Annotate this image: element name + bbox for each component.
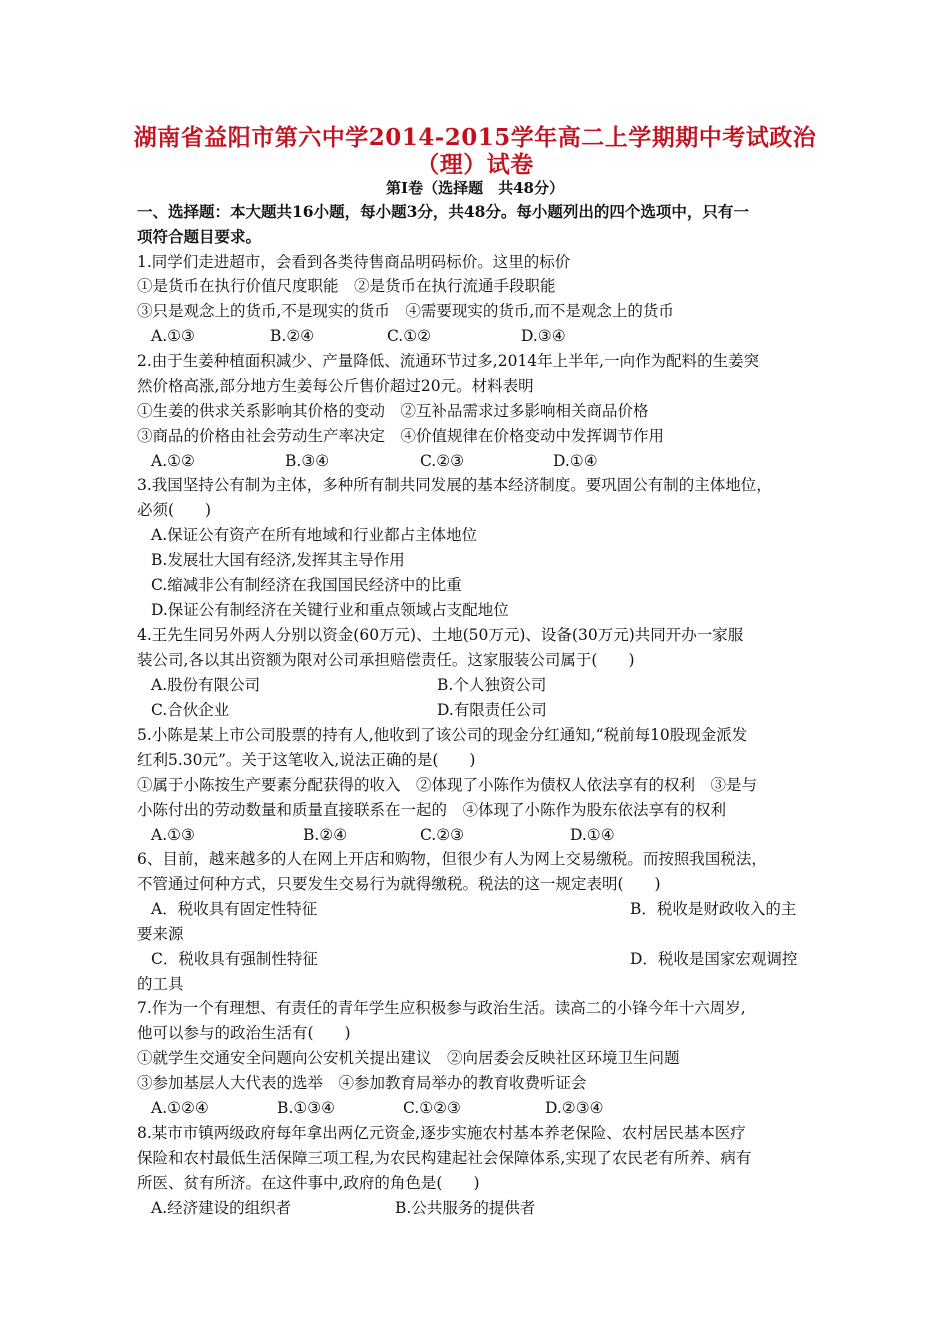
- question-7-option-b: B.①③④: [277, 1099, 336, 1117]
- question-1-statement-1: ①是货币在执行价值尺度职能 ②是货币在执行流通手段职能: [137, 277, 556, 295]
- question-1-option-a: A.①③: [151, 327, 195, 345]
- question-5-stem-line-1: 5.小陈是某上市公司股票的持有人,他收到了该公司的现金分红通知,“税前每10股现金派发: [137, 726, 748, 744]
- question-2-stem-line-2: 然价格高涨,部分地方生姜每公斤售价超过20元。材料表明: [137, 377, 534, 395]
- question-4-option-d: D.有限责任公司: [437, 701, 547, 719]
- question-8-option-a: A.经济建设的组织者: [151, 1199, 292, 1217]
- question-3-option-b: B.发展壮大国有经济,发挥其主导作用: [151, 551, 405, 569]
- question-5-statement-2: 小陈付出的劳动数量和质量直接联系在一起的 ④体现了小陈作为股东依法享有的权利: [137, 801, 727, 819]
- question-6-option-b: B．税收是财政收入的主: [630, 900, 797, 918]
- instructions-line-2: 项符合题目要求。: [137, 227, 262, 246]
- question-5-stem-line-2: 红利5.30元”。关于这笔收入,说法正确的是( ): [137, 751, 476, 769]
- question-6-option-b-wrap: 要来源: [137, 925, 184, 943]
- question-6-option-a: A．税收具有固定性特征: [151, 900, 318, 918]
- question-3-option-a: A.保证公有资产在所有地域和行业都占主体地位: [151, 526, 478, 544]
- question-5-option-d: D.①④: [570, 826, 615, 844]
- question-7-stem-line-1: 7.作为一个有理想、有责任的青年学生应积极参与政治生活。读高二的小锋今年十六周岁,: [137, 999, 746, 1017]
- question-5-option-b: B.②④: [303, 826, 348, 844]
- question-7-option-c: C.①②③: [403, 1099, 461, 1117]
- question-6-option-d-wrap: 的工具: [137, 975, 184, 993]
- question-7-statement-2: ③参加基层人大代表的选举 ④参加教育局举办的教育收费听证会: [137, 1074, 587, 1092]
- question-1-option-b: B.②④: [270, 327, 315, 345]
- question-5-option-c: C.②③: [420, 826, 465, 844]
- question-2-option-b: B.③④: [285, 452, 330, 470]
- question-5-statement-1: ①属于小陈按生产要素分配获得的收入 ②体现了小陈作为债权人依法享有的权利 ③是与: [137, 776, 758, 794]
- question-8-stem-line-2: 保险和农村最低生活保障三项工程,为农民构建起社会保障体系,实现了农民老有所养、病有: [137, 1149, 752, 1167]
- question-8-stem-line-1: 8.某市市镇两级政府每年拿出两亿元资金,逐步实施农村基本养老保险、农村居民基本医疗: [137, 1124, 746, 1142]
- question-3-stem-line-1: 3.我国坚持公有制为主体，多种所有制共同发展的基本经济制度。要巩固公有制的主体地位，: [137, 476, 772, 494]
- question-6-stem-line-1: 6、目前，越来越多的人在网上开店和购物，但很少有人为网上交易缴税。而按照我国税法，: [137, 850, 767, 868]
- question-3-stem-line-2: 必须( ): [137, 501, 212, 519]
- question-2-stem-line-1: 2.由于生姜种植面积减少、产量降低、流通环节过多,2014年上半年,一向作为配料的生姜突: [137, 352, 760, 370]
- question-2-option-d: D.①④: [553, 452, 598, 470]
- question-2-option-c: C.②③: [420, 452, 465, 470]
- question-4-option-c: C.合伙企业: [151, 701, 230, 719]
- question-1-stem: 1.同学们走进超市，会看到各类待售商品明码标价。这里的标价: [137, 253, 571, 271]
- question-6-stem-line-2: 不管通过何种方式，只要发生交易行为就得缴税。税法的这一规定表明( ): [137, 875, 661, 893]
- question-8-option-b: B.公共服务的提供者: [395, 1199, 536, 1217]
- question-7-option-a: A.①②④: [151, 1099, 209, 1117]
- exam-title-line-1: 湖南省益阳市第六中学2014-2015学年高二上学期期中考试政治: [133, 124, 817, 151]
- section-heading: 第Ⅰ卷（选择题 共48分）: [386, 179, 564, 197]
- question-7-stem-line-2: 他可以参与的政治生活有( ): [137, 1024, 351, 1042]
- question-1-option-c: C.①②: [387, 327, 432, 345]
- question-7-statement-1: ①就学生交通安全问题向公安机关提出建议 ②向居委会反映社区环境卫生问题: [137, 1049, 680, 1067]
- question-2-statement-2: ③商品的价格由社会劳动生产率决定 ④价值规律在价格变动中发挥调节作用: [137, 427, 665, 445]
- question-2-option-a: A.①②: [151, 452, 195, 470]
- question-3-option-c: C.缩减非公有制经济在我国国民经济中的比重: [151, 576, 462, 594]
- question-7-option-d: D.②③④: [545, 1099, 604, 1117]
- instructions-line-1: 一、选择题：本大题共16小题，每小题3分，共48分。每小题列出的四个选项中，只有一: [137, 202, 749, 221]
- question-4-stem-line-2: 装公司,各以其出资额为限对公司承担赔偿责任。这家服装公司属于( ): [137, 651, 635, 669]
- question-6-option-c: C．税收具有强制性特征: [151, 950, 318, 968]
- question-4-option-a: A.股份有限公司: [151, 676, 261, 694]
- question-4-stem-line-1: 4.王先生同另外两人分别以资金(60万元)、土地(50万元)、设备(30万元)共同开办一家服: [137, 626, 744, 644]
- question-8-stem-line-3: 所医、贫有所济。在这件事中,政府的角色是( ): [137, 1174, 480, 1192]
- question-2-statement-1: ①生姜的供求关系影响其价格的变动 ②互补品需求过多影响相关商品价格: [137, 402, 649, 420]
- question-1-statement-2: ③只是观念上的货币,不是现实的货币 ④需要现实的货币,而不是观念上的货币: [137, 302, 674, 320]
- question-3-option-d: D.保证公有制经济在关键行业和重点领域占支配地位: [151, 601, 509, 619]
- exam-title-line-2: （理）试卷: [416, 151, 534, 178]
- question-4-option-b: B.个人独资公司: [437, 676, 547, 694]
- question-6-option-d: D．税收是国家宏观调控: [630, 950, 798, 968]
- question-5-option-a: A.①③: [151, 826, 195, 844]
- question-1-option-d: D.③④: [521, 327, 566, 345]
